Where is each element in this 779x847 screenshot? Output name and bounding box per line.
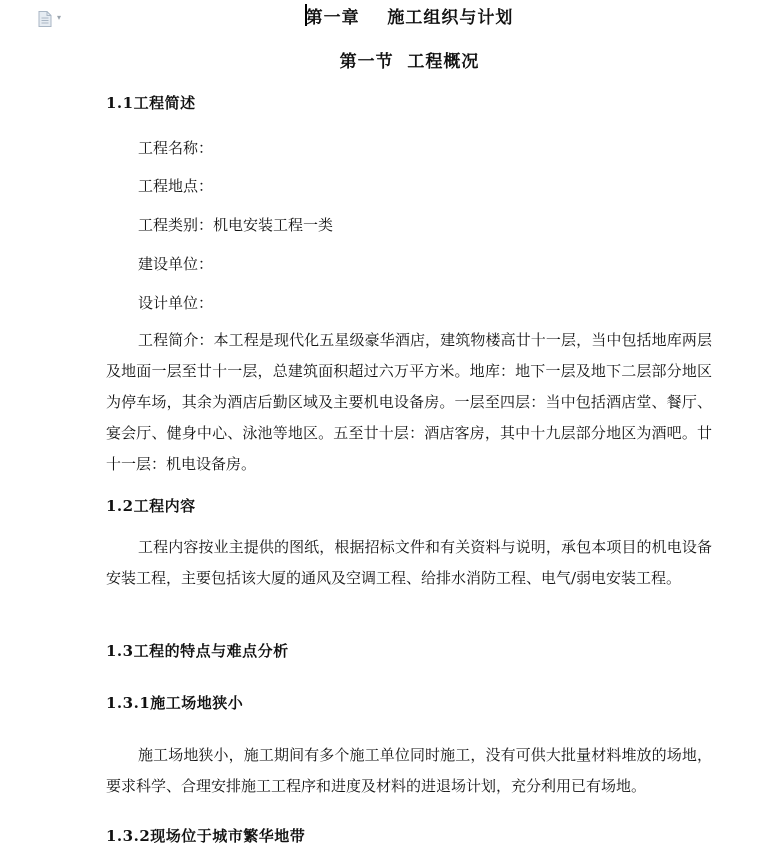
heading-1-1: 1.1工程简述 bbox=[106, 94, 196, 112]
chevron-down-icon[interactable]: ▾ bbox=[57, 13, 62, 22]
site-constraint-paragraph: 施工场地狭小，施工期间有多个施工单位同时施工，没有可供大批量材料堆放的场地，要求科学、合理安排施工工程序和进度及材料的进退场计划，充分利用已有场地。 bbox=[106, 746, 712, 795]
field-project-location: 工程地点： bbox=[138, 177, 214, 195]
heading-1-3-1: 1.3.1施工场地狭小 bbox=[106, 694, 244, 712]
field-owner-unit: 建设单位： bbox=[138, 255, 214, 273]
heading-1-2: 1.2工程内容 bbox=[106, 497, 196, 515]
project-summary-paragraph: 工程简介：本工程是现代化五星级豪华酒店，建筑物楼高廿十一层，当中包括地库两层及地面一层至廿十一层，总建筑面积超过六万平方米。地库：地下一层及地下二层部分地区为停车场，其余为酒店后勤区域及主要机电设备房。一层至四层：当中包括酒店堂、餐厅、宴会厅、健身中心、泳池等地区。五至廿十层：酒店客房，其中十九层部分地区为酒吧。廿十一层：机电设备房。 bbox=[106, 331, 712, 473]
heading-1-3: 1.3工程的特点与难点分析 bbox=[106, 642, 289, 660]
field-project-name: 工程名称： bbox=[138, 139, 214, 157]
heading-1-3-2: 1.3.2现场位于城市繁华地带 bbox=[106, 827, 306, 845]
field-design-unit: 设计单位： bbox=[138, 294, 214, 312]
section-title: 第一节 工程概况 bbox=[339, 52, 480, 72]
chapter-title: 第一章 施工组织与计划 bbox=[305, 8, 514, 28]
field-project-category: 工程类别：机电安装工程一类 bbox=[138, 216, 334, 234]
project-content-paragraph: 工程内容按业主提供的图纸，根据招标文件和有关资料与说明，承包本项目的机电设备安装工程，主要包括该大厦的通风及空调工程、给排水消防工程、电气/弱电安装工程。 bbox=[106, 538, 712, 587]
